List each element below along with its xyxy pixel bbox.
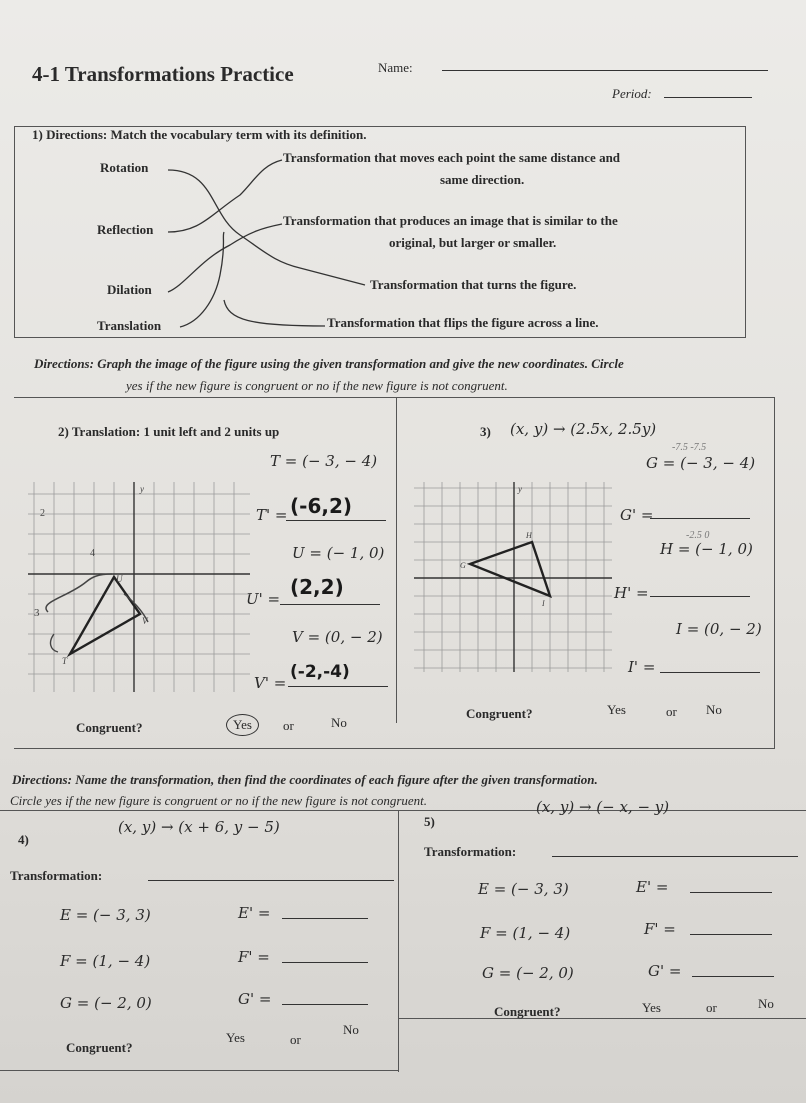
q5-transformation-label: Transformation: bbox=[424, 844, 517, 859]
q2-point-t: T = (− 3, − 4) bbox=[270, 452, 378, 470]
q2-triangle-tuv bbox=[70, 577, 140, 654]
q4-bottom-border bbox=[0, 1070, 398, 1071]
q2-label-v: V bbox=[142, 616, 148, 626]
term-translation: Translation bbox=[97, 318, 162, 333]
q3-g-prime-blank[interactable] bbox=[650, 518, 750, 519]
q4-e-prime-label: E' = bbox=[238, 904, 271, 922]
q2-t-prime-label: T' = bbox=[256, 506, 288, 524]
q2-t-prime-blank[interactable] bbox=[286, 520, 386, 521]
definition-2b: original, but larger or smaller. bbox=[389, 235, 557, 250]
q2-t-prime-answer: (-6,2) bbox=[290, 494, 353, 518]
q3-i-prime-label: I' = bbox=[628, 658, 656, 676]
q2-v-prime-label: V' = bbox=[254, 674, 287, 692]
name-directions-line1: Directions: Name the transformation, then find the coordinates of each figure after the given transformation. bbox=[12, 772, 598, 787]
definition-1b: same direction. bbox=[440, 172, 525, 187]
q3-yes-option[interactable]: Yes bbox=[607, 702, 626, 717]
name-label: Name: bbox=[378, 60, 413, 75]
q2-mark-4: 4 bbox=[90, 548, 95, 559]
q2-congruent-label: Congruent? bbox=[76, 720, 143, 735]
q4-transformation-label: Transformation: bbox=[10, 868, 103, 883]
definition-2a: Transformation that produces an image that is similar to the bbox=[283, 213, 618, 228]
q5-transformation-blank[interactable] bbox=[552, 856, 798, 857]
q5-label: 5) bbox=[424, 814, 435, 829]
q5-point-f: F = (1, − 4) bbox=[480, 924, 571, 942]
name-directions-line2: Circle yes if the new figure is congruent or no if the new figure is not congruent. bbox=[10, 793, 428, 808]
q3-coordinate-grid bbox=[414, 482, 612, 672]
q2-v-prime-answer: (-2,-4) bbox=[290, 662, 350, 682]
q3-rule: (x, y) → (2.5x, 2.5y) bbox=[510, 420, 657, 438]
q4-point-e: E = (− 3, 3) bbox=[60, 906, 151, 924]
q4-e-prime-blank[interactable] bbox=[282, 918, 368, 919]
graph-directions-line1: Directions: Graph the image of the figure using the given transformation and give the new coordinates. Circle bbox=[34, 356, 624, 371]
q5-e-prime-blank[interactable] bbox=[690, 892, 772, 893]
q3-label: 3) bbox=[480, 424, 491, 439]
q4-q5-top-border bbox=[0, 810, 806, 811]
q5-e-prime-label: E' = bbox=[636, 878, 669, 896]
q2-label: 2) Translation: 1 unit left and 2 units up bbox=[58, 424, 280, 439]
match-line-reflection bbox=[168, 160, 282, 232]
graph-section-divider bbox=[396, 398, 397, 723]
q4-transformation-blank[interactable] bbox=[148, 880, 394, 881]
q2-u-prime-label: U' = bbox=[246, 590, 281, 608]
q4-rule: (x, y) → (x + 6, y − 5) bbox=[118, 818, 280, 836]
q2-y-axis-label: y bbox=[140, 484, 144, 494]
q2-mark-3: 3 bbox=[34, 607, 40, 619]
q4-point-f: F = (1, − 4) bbox=[60, 952, 151, 970]
q4-g-prime-blank[interactable] bbox=[282, 1004, 368, 1005]
q4-yes-option[interactable]: Yes bbox=[226, 1030, 245, 1045]
q5-yes-option[interactable]: Yes bbox=[642, 1000, 661, 1015]
q5-point-g: G = (− 2, 0) bbox=[482, 964, 574, 982]
q3-g-prime-label: G' = bbox=[620, 506, 654, 524]
q5-bottom-border bbox=[398, 1018, 806, 1019]
q2-yes-option-circled[interactable]: Yes bbox=[226, 714, 259, 736]
q4-or: or bbox=[290, 1032, 301, 1047]
definition-1a: Transformation that moves each point the same distance and bbox=[283, 150, 621, 165]
matching-lines bbox=[0, 0, 806, 360]
worksheet-title: 4-1 Transformations Practice bbox=[32, 62, 294, 86]
q2-sketch-image bbox=[46, 574, 112, 612]
q5-f-prime-blank[interactable] bbox=[690, 934, 772, 935]
q3-i-prime-blank[interactable] bbox=[660, 672, 760, 673]
q3-point-h: H = (− 1, 0) bbox=[660, 540, 753, 558]
q5-rule: (x, y) → (− x, − y) bbox=[536, 798, 670, 816]
q2-no-option[interactable]: No bbox=[331, 715, 347, 730]
q2-point-u: U = (− 1, 0) bbox=[292, 544, 385, 562]
period-label: Period: bbox=[612, 86, 652, 101]
q2-or: or bbox=[283, 718, 294, 733]
q5-f-prime-label: F' = bbox=[644, 920, 676, 938]
match-line-dilation bbox=[168, 224, 282, 292]
q3-or: or bbox=[666, 704, 677, 719]
match-line-translation bbox=[180, 232, 325, 327]
q4-congruent-label: Congruent? bbox=[66, 1040, 133, 1055]
q2-point-v: V = (0, − 2) bbox=[292, 628, 383, 646]
q2-label-t: T bbox=[62, 656, 68, 666]
term-reflection: Reflection bbox=[97, 222, 154, 237]
q2-mark-2: 2 bbox=[40, 508, 45, 519]
definition-4: Transformation that flips the figure across a line. bbox=[327, 315, 599, 330]
q3-label-g: G bbox=[460, 561, 466, 570]
q2-coordinate-grid bbox=[28, 482, 250, 692]
q3-h-prime-label: H' = bbox=[614, 584, 649, 602]
q4-f-prime-label: F' = bbox=[238, 948, 270, 966]
q3-no-option[interactable]: No bbox=[706, 702, 722, 717]
q4-no-option[interactable]: No bbox=[343, 1022, 359, 1037]
q3-point-i: I = (0, − 2) bbox=[676, 620, 762, 638]
q3-note-g: -7.5 -7.5 bbox=[672, 442, 707, 453]
q5-or: or bbox=[706, 1000, 717, 1015]
q1-directions: 1) Directions: Match the vocabulary term with its definition. bbox=[32, 127, 367, 142]
q3-point-g: G = (− 3, − 4) bbox=[646, 454, 756, 472]
q3-congruent-label: Congruent? bbox=[466, 706, 533, 721]
q4-q5-divider bbox=[398, 810, 399, 1072]
q3-label-i: I bbox=[542, 599, 545, 608]
q3-h-prime-blank[interactable] bbox=[650, 596, 750, 597]
term-rotation: Rotation bbox=[100, 160, 149, 175]
q5-point-e: E = (− 3, 3) bbox=[478, 880, 569, 898]
q3-note-h: -2.5 0 bbox=[686, 530, 710, 541]
q4-f-prime-blank[interactable] bbox=[282, 962, 368, 963]
q3-y-axis-label: y bbox=[518, 484, 522, 494]
q4-label: 4) bbox=[18, 832, 29, 847]
term-dilation: Dilation bbox=[107, 282, 152, 297]
q4-point-g: G = (− 2, 0) bbox=[60, 994, 152, 1012]
definition-3: Transformation that turns the figure. bbox=[370, 277, 577, 292]
q5-g-prime-label: G' = bbox=[648, 962, 682, 980]
q3-label-h: H bbox=[526, 531, 532, 540]
q3-triangle-ghi bbox=[470, 542, 550, 596]
q2-u-prime-blank[interactable] bbox=[280, 604, 380, 605]
q5-congruent-label: Congruent? bbox=[494, 1004, 561, 1019]
q2-u-prime-answer: (2,2) bbox=[290, 575, 344, 599]
q2-v-prime-blank[interactable] bbox=[288, 686, 388, 687]
q5-g-prime-blank[interactable] bbox=[692, 976, 774, 977]
q4-g-prime-label: G' = bbox=[238, 990, 272, 1008]
q2-label-u: U bbox=[116, 574, 123, 584]
q5-no-option[interactable]: No bbox=[758, 996, 774, 1011]
graph-directions-line2: yes if the new figure is congruent or no if the new figure is not congruent. bbox=[126, 378, 508, 393]
